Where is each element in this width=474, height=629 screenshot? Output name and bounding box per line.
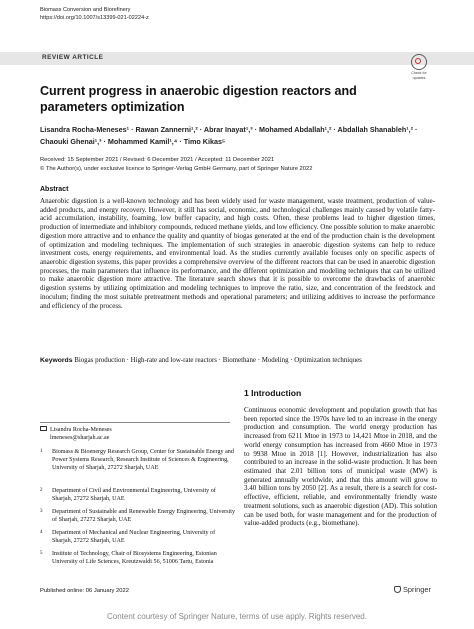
affiliation-text: Department of Civil and Environmental Engineering, University of Sharjah, 27272 Sharjah, UAE <box>52 488 216 502</box>
abstract-text: Anaerobic digestion is a well-known technology and has been widely used for waste management, waste treatment, production of value-added products, and energy recovery. However, it still has social, economic, and technological challenges mainly caused by volatile fatty-acid accumulation, instability, foaming, low buffer capacity, and high costs. Often, these problems lead to higher digestion times, production of intermediate and inhibitory compounds, reduced methane yields, and low efficiency. One possible solution to make anaerobic digestion more attractive and to enhance the quality and quantity of biogas generated at the end of the production chain is the development of optimization and modeling techniques. The implementation of such strategies in anaerobic digestion systems can help to reduce investment costs, energy requirements, and environmental load. As the studies currently available focuses only on specific aspects of anaerobic digestion systems, this paper provides a comprehensive overview of the different reactors that can be used in anaerobic digestion processes, the main parameters that influence its performance, and the different optimization and modeling techniques that can be utilized to make anaerobic digestion more attractive. The literature search shows that it is possible to overcome the drawbacks of anaerobic digestion systems by utilizing optimization and modeling techniques to improve the ratio, size, and concentration of the feedstock and inoculum; finding the most suitable pretreatment methods and operational parameters; and utilizing additives to increase the performance and efficiency of the process. <box>40 197 435 310</box>
publisher-name: Springer <box>403 585 431 594</box>
article-dates <box>40 156 312 173</box>
affiliation-number: 1 <box>40 449 43 454</box>
keywords-label: Keywords <box>40 357 73 364</box>
affiliation-text: Department of Sustainable and Renewable Energy Engineering, University of Sharjah, 27272 Sharjah, UAE <box>52 509 235 523</box>
affiliation-number: 3 <box>40 509 43 514</box>
affiliation-1 <box>40 448 235 472</box>
corresponding-email[interactable]: lmeneses@sharjah.ac.ae <box>50 435 110 441</box>
journal-name: Biomass Conversion and Biorefinery <box>40 7 131 13</box>
doi-link[interactable]: https://doi.org/10.1007/s13399-021-02224-z <box>40 15 149 21</box>
section-heading-introduction: 1 Introduction <box>244 388 302 398</box>
check-updates-label: Check for updates <box>411 71 427 80</box>
authors-line-1: Lisandra Rocha-Meneses¹ · Rawan Zannerni¹,² · Abrar Inayat¹,³ · Mohamed Abdallah¹,² · Abdallah Shanableh¹,² · <box>40 125 418 134</box>
springer-horse-icon <box>394 586 401 593</box>
keywords-text: Biogas production · High-rate and low-rate reactors · Biomethane · Modeling · Optimization techniques <box>74 357 362 364</box>
publisher-logo <box>394 585 431 594</box>
copyright-notice: © The Author(s), under exclusive licence to Springer-Verlag GmbH Germany, part of Springer Nature 2022 <box>40 165 313 172</box>
affiliation-text: Institute of Technology, Chair of Biosystems Engineering, Estonian University of Life Sciences, Kreutzwaldi 56, 51006 Tartu, Estonia <box>52 551 217 565</box>
footer-notice: Content courtesy of Springer Nature, terms of use apply. Rights reserved. <box>107 612 367 621</box>
article-title: Current progress in anaerobic digestion reactors and parameters optimization <box>40 84 357 114</box>
journal-header <box>40 6 149 22</box>
author-list <box>40 124 440 148</box>
affiliation-number: 2 <box>40 488 43 493</box>
affiliation-text: Biomass & Bioenergy Research Group, Center for Sustainable Energy and Power Systems Research, Research Institute of Sciences & Engineering, University of Sharjah, 27272 Sharjah, UAE <box>52 449 234 471</box>
published-date: Published online: 06 January 2022 <box>40 588 129 594</box>
affiliation-number: 5 <box>40 551 43 556</box>
received-dates: Received: 15 September 2021 / Revised: 6 December 2021 / Accepted: 11 December 2021 <box>40 157 275 163</box>
affiliation-text: Department of Mechanical and Nuclear Engineering, University of Sharjah, 27272 Sharjah, UAE <box>52 530 216 544</box>
affiliation-5 <box>40 550 235 566</box>
check-for-updates-button[interactable] <box>408 54 430 80</box>
corresponding-author: Lisandra Rocha-Meneses <box>50 427 112 433</box>
article-type-band <box>0 52 474 65</box>
affiliation-3 <box>40 508 235 524</box>
introduction-text: Continuous economic development and population growth that has been reported since the 1970s have led to an increase in the energy production and consumption. The world energy production has increased from 6211 Mtoe in 1973 to 14,421 Mtoe in 2018, and the world energy consumption has increased from 4660 Mtoe in 1973 to 9938 Mtoe in 2018 [1]. However, industrialization has also contributed to an increase in the solid-waste production. It has been estimated that 2.01 billion tons of municipal waste (MW) is generated annually worldwide, and that this amount will grow to 3.40 billion tons by 2050 [2]. As a result, there is a search for cost-effective, efficient, reliable, and environmentally friendly waste treatment solutions, such as anaerobic digestion (AD). This solution can be used both, for waste management and for the production of value-added products (e.g., biomethane). <box>244 406 437 528</box>
affiliation-4 <box>40 529 235 545</box>
authors-line-2: Chaouki Ghenai¹,³ · Mohammed Kamil¹,⁴ · Timo Kikas⁵ <box>40 137 226 146</box>
abstract-heading: Abstract <box>40 186 69 193</box>
affiliation-2 <box>40 487 235 503</box>
article-type: REVIEW ARTICLE <box>42 54 104 61</box>
envelope-icon <box>40 426 47 431</box>
affiliation-number: 4 <box>40 530 43 535</box>
keywords <box>40 356 440 365</box>
affiliation-divider <box>40 422 230 423</box>
check-updates-icon <box>411 54 427 70</box>
correspondence <box>40 426 112 442</box>
